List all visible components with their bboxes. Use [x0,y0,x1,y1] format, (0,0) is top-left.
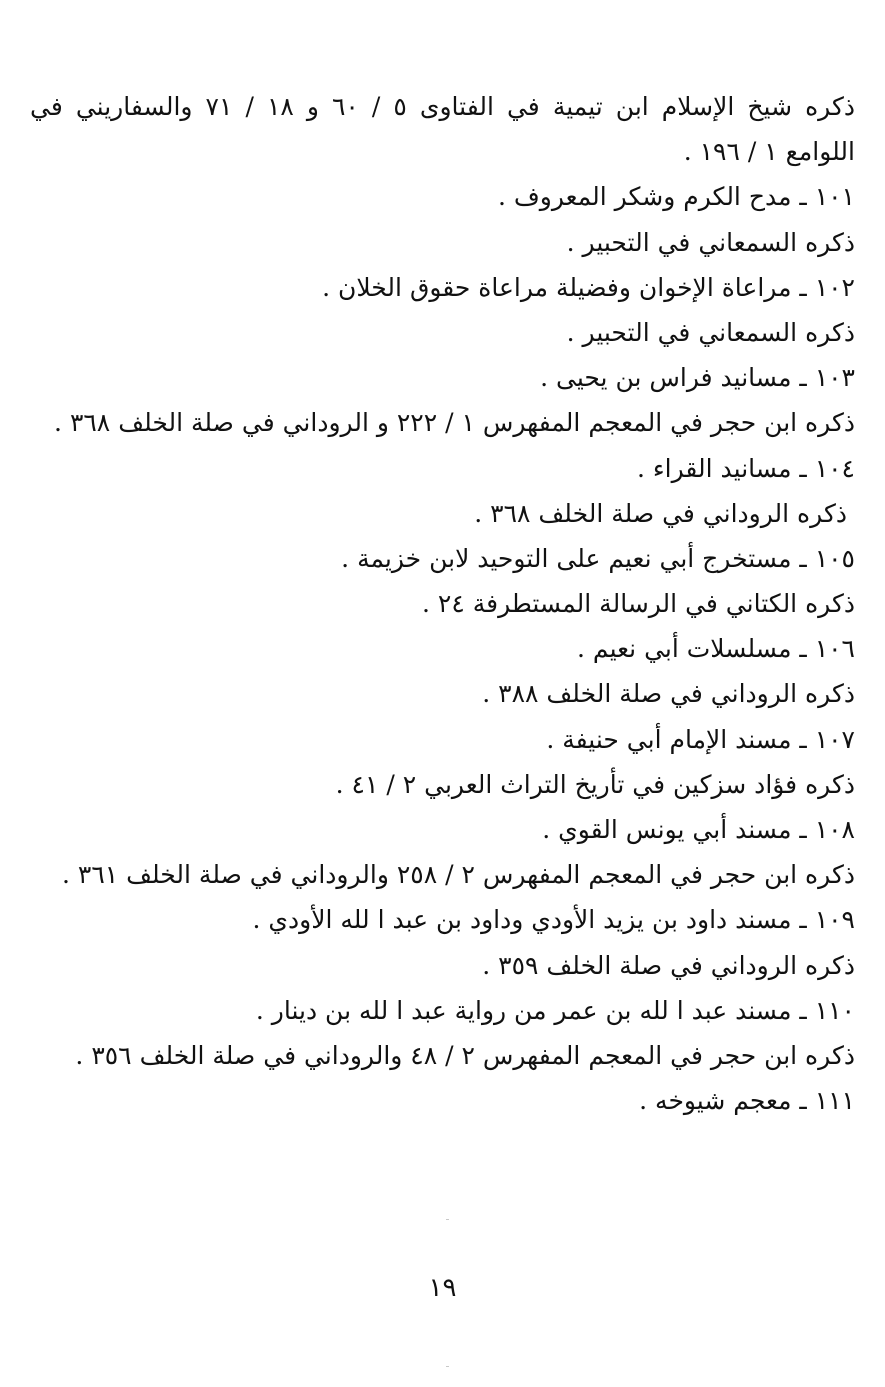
entry-title: ١٠٨ ـ مسند أبي يونس القوي . [542,815,855,844]
entry-source: ذكره السمعاني في التحبير . [566,227,855,257]
entry-source: ذكره الكتاني في الرسالة المستطرفة ٢٤ . [422,589,855,619]
entry-title: ١٠٣ ـ مسانيد فراس بن يحيى . [540,363,855,393]
entry-source: ذكره فؤاد سزكين في تأريخ التراث العربي ٢ / ٤١ . [335,769,855,799]
entry-title: ١٠٢ ـ مراعاة الإخوان وفضيلة مراعاة حقوق الخلان . [322,272,855,302]
entry-source: ذكره الروداني في صلة الخلف ٣٥٩ . [482,950,855,980]
entry-title: ١٠٥ ـ مستخرج أبي نعيم على التوحيد لابن خزيمة . [341,543,855,573]
scan-speck [446,1219,449,1220]
entry-source: ذكره الروداني في صلة الخلف ٣٦٨ . [474,498,847,528]
entry-source: ذكره السمعاني في التحبير . [566,317,855,347]
page-number: ١٩ [428,1273,457,1303]
text-line: ذكره شيخ الإسلام ابن تيمية في الفتاوى ٥ / ٦٠ و ١٨ / ٧١ والسفاريني في [30,92,855,121]
entry-source: ذكره الروداني في صلة الخلف ٣٨٨ . [482,679,855,709]
entry-title: ١١١ ـ معجم شيوخه . [639,1086,855,1116]
page-body-text [30,84,855,1123]
entry-source: ذكره ابن حجر في المعجم المفهرس ٢ / ٤٨ والروداني في صلة الخلف ٣٥٦ . [75,1040,855,1070]
entry-title: ١١٠ ـ مسند عبد ا لله بن عمر من رواية عبد ا لله بن دينار . [255,995,855,1025]
entry-title: ١٠٧ ـ مسند الإمام أبي حنيفة . [546,724,855,754]
entry-source: ذكره ابن حجر في المعجم المفهرس ١ / ٢٢٢ و الروداني في صلة الخلف ٣٦٨ . [54,408,855,438]
entry-title: ١٠١ ـ مدح الكرم وشكر المعروف . [497,182,855,212]
entry-source: ذكره ابن حجر في المعجم المفهرس ٢ / ٢٥٨ والروداني في صلة الخلف ٣٦١ . [61,860,855,890]
entry-title: ١٠٤ ـ مسانيد القراء . [637,453,855,483]
text-line: اللوامع ١ / ١٩٦ . [683,137,855,167]
entry-title: ١٠٩ ـ مسند داود بن يزيد الأودي وداود بن عبد ا لله الأودي . [252,905,855,935]
scan-speck [446,1366,449,1367]
entry-title: ١٠٦ ـ مسلسلات أبي نعيم . [577,634,855,664]
